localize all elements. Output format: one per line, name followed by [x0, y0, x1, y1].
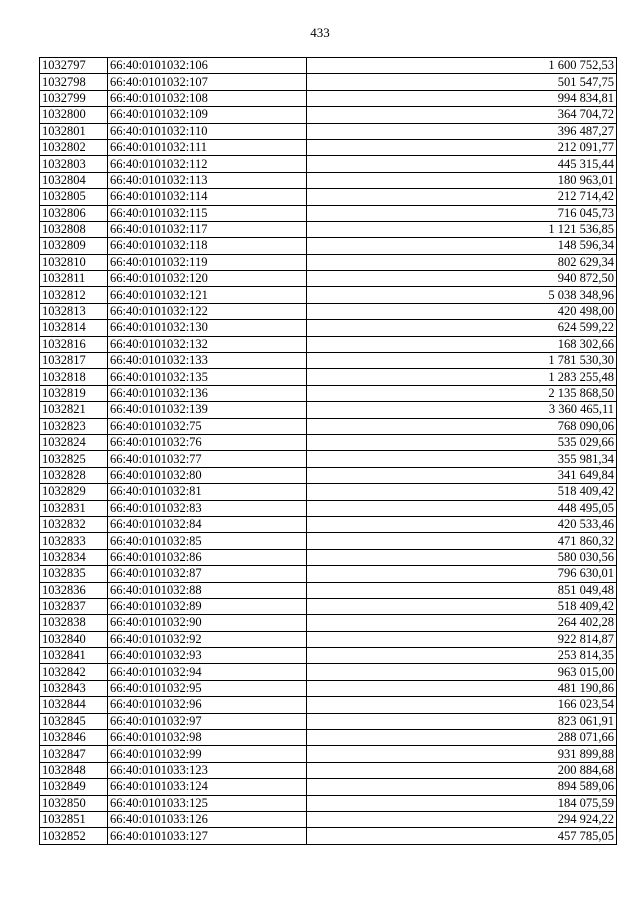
cadastral-number-cell: 66:40:0101032:77: [108, 451, 307, 467]
cadastral-number-cell: 66:40:0101032:119: [108, 254, 307, 270]
table-row: [40, 369, 617, 385]
table-row: [40, 123, 617, 139]
cadastral-value-cell: 168 302,66: [307, 336, 617, 352]
cadastral-value-cell: 796 630,01: [307, 566, 617, 582]
table-row: [40, 484, 617, 500]
cadastral-number-cell: 66:40:0101032:112: [108, 156, 307, 172]
table-row: [40, 582, 617, 598]
cadastral-value-cell: 716 045,73: [307, 205, 617, 221]
cadastral-number-cell: 66:40:0101032:88: [108, 582, 307, 598]
table-row: [40, 385, 617, 401]
table-row: [40, 697, 617, 713]
registry-table-body: [40, 58, 617, 845]
cadastral-value-cell: 518 409,42: [307, 484, 617, 500]
table-row: [40, 418, 617, 434]
table-row: [40, 779, 617, 795]
table-row: [40, 762, 617, 778]
registry-table: [39, 57, 617, 845]
table-row: [40, 271, 617, 287]
table-row: [40, 402, 617, 418]
cadastral-number-cell: 66:40:0101032:94: [108, 664, 307, 680]
cadastral-value-cell: 851 049,48: [307, 582, 617, 598]
cadastral-number-cell: 66:40:0101032:93: [108, 648, 307, 664]
cadastral-value-cell: 1 121 536,85: [307, 221, 617, 237]
cadastral-number-cell: 66:40:0101032:110: [108, 123, 307, 139]
cadastral-number-cell: 66:40:0101032:99: [108, 746, 307, 762]
table-row: [40, 320, 617, 336]
cadastral-number-cell: 66:40:0101032:107: [108, 74, 307, 90]
cadastral-value-cell: 481 190,86: [307, 680, 617, 696]
cadastral-value-cell: 768 090,06: [307, 418, 617, 434]
record-number-cell: 1032808: [40, 221, 108, 237]
record-number-cell: 1032837: [40, 598, 108, 614]
table-row: [40, 467, 617, 483]
cadastral-number-cell: 66:40:0101032:115: [108, 205, 307, 221]
table-row: [40, 336, 617, 352]
record-number-cell: 1032844: [40, 697, 108, 713]
cadastral-value-cell: 184 075,59: [307, 795, 617, 811]
table-row: [40, 648, 617, 664]
record-number-cell: 1032805: [40, 189, 108, 205]
table-row: [40, 500, 617, 516]
cadastral-value-cell: 264 402,28: [307, 615, 617, 631]
table-row: [40, 451, 617, 467]
table-row: [40, 615, 617, 631]
table-row: [40, 303, 617, 319]
record-number-cell: 1032799: [40, 90, 108, 106]
record-number-cell: 1032818: [40, 369, 108, 385]
table-row: [40, 205, 617, 221]
cadastral-value-cell: 940 872,50: [307, 271, 617, 287]
cadastral-value-cell: 212 714,42: [307, 189, 617, 205]
table-row: [40, 58, 617, 74]
cadastral-value-cell: 802 629,34: [307, 254, 617, 270]
record-number-cell: 1032846: [40, 730, 108, 746]
cadastral-value-cell: 963 015,00: [307, 664, 617, 680]
cadastral-value-cell: 624 599,22: [307, 320, 617, 336]
cadastral-value-cell: 1 283 255,48: [307, 369, 617, 385]
table-row: [40, 713, 617, 729]
table-row: [40, 664, 617, 680]
record-number-cell: 1032840: [40, 631, 108, 647]
record-number-cell: 1032835: [40, 566, 108, 582]
table-row: [40, 189, 617, 205]
table-row: [40, 746, 617, 762]
cadastral-value-cell: 341 649,84: [307, 467, 617, 483]
cadastral-value-cell: 420 498,00: [307, 303, 617, 319]
cadastral-number-cell: 66:40:0101032:97: [108, 713, 307, 729]
table-row: [40, 549, 617, 565]
cadastral-number-cell: 66:40:0101032:86: [108, 549, 307, 565]
cadastral-value-cell: 445 315,44: [307, 156, 617, 172]
record-number-cell: 1032829: [40, 484, 108, 500]
cadastral-number-cell: 66:40:0101032:111: [108, 139, 307, 155]
record-number-cell: 1032809: [40, 238, 108, 254]
record-number-cell: 1032831: [40, 500, 108, 516]
record-number-cell: 1032841: [40, 648, 108, 664]
table-row: [40, 680, 617, 696]
record-number-cell: 1032816: [40, 336, 108, 352]
record-number-cell: 1032832: [40, 516, 108, 532]
table-row: [40, 795, 617, 811]
record-number-cell: 1032806: [40, 205, 108, 221]
record-number-cell: 1032850: [40, 795, 108, 811]
cadastral-value-cell: 2 135 868,50: [307, 385, 617, 401]
cadastral-value-cell: 1 781 530,30: [307, 353, 617, 369]
cadastral-value-cell: 364 704,72: [307, 107, 617, 123]
cadastral-number-cell: 66:40:0101032:113: [108, 172, 307, 188]
table-row: [40, 221, 617, 237]
cadastral-number-cell: 66:40:0101032:89: [108, 598, 307, 614]
record-number-cell: 1032817: [40, 353, 108, 369]
record-number-cell: 1032812: [40, 287, 108, 303]
cadastral-number-cell: 66:40:0101032:114: [108, 189, 307, 205]
cadastral-number-cell: 66:40:0101032:117: [108, 221, 307, 237]
cadastral-number-cell: 66:40:0101032:80: [108, 467, 307, 483]
record-number-cell: 1032824: [40, 434, 108, 450]
record-number-cell: 1032833: [40, 533, 108, 549]
cadastral-number-cell: 66:40:0101033:126: [108, 811, 307, 827]
record-number-cell: 1032838: [40, 615, 108, 631]
cadastral-value-cell: 180 963,01: [307, 172, 617, 188]
record-number-cell: 1032849: [40, 779, 108, 795]
cadastral-number-cell: 66:40:0101032:106: [108, 58, 307, 74]
record-number-cell: 1032843: [40, 680, 108, 696]
cadastral-value-cell: 823 061,91: [307, 713, 617, 729]
cadastral-number-cell: 66:40:0101032:90: [108, 615, 307, 631]
cadastral-value-cell: 355 981,34: [307, 451, 617, 467]
record-number-cell: 1032821: [40, 402, 108, 418]
cadastral-number-cell: 66:40:0101032:122: [108, 303, 307, 319]
cadastral-value-cell: 457 785,05: [307, 828, 617, 844]
cadastral-number-cell: 66:40:0101032:83: [108, 500, 307, 516]
table-row: [40, 631, 617, 647]
cadastral-number-cell: 66:40:0101032:130: [108, 320, 307, 336]
cadastral-value-cell: 518 409,42: [307, 598, 617, 614]
table-row: [40, 156, 617, 172]
record-number-cell: 1032801: [40, 123, 108, 139]
record-number-cell: 1032848: [40, 762, 108, 778]
table-row: [40, 353, 617, 369]
cadastral-number-cell: 66:40:0101032:95: [108, 680, 307, 696]
cadastral-number-cell: 66:40:0101032:92: [108, 631, 307, 647]
cadastral-value-cell: 288 071,66: [307, 730, 617, 746]
cadastral-number-cell: 66:40:0101032:135: [108, 369, 307, 385]
cadastral-value-cell: 200 884,68: [307, 762, 617, 778]
record-number-cell: 1032819: [40, 385, 108, 401]
cadastral-value-cell: 5 038 348,96: [307, 287, 617, 303]
table-row: [40, 74, 617, 90]
record-number-cell: 1032836: [40, 582, 108, 598]
cadastral-number-cell: 66:40:0101032:96: [108, 697, 307, 713]
record-number-cell: 1032845: [40, 713, 108, 729]
cadastral-number-cell: 66:40:0101033:124: [108, 779, 307, 795]
record-number-cell: 1032800: [40, 107, 108, 123]
table-row: [40, 828, 617, 844]
record-number-cell: 1032851: [40, 811, 108, 827]
table-row: [40, 434, 617, 450]
record-number-cell: 1032814: [40, 320, 108, 336]
table-row: [40, 90, 617, 106]
record-number-cell: 1032813: [40, 303, 108, 319]
cadastral-number-cell: 66:40:0101032:75: [108, 418, 307, 434]
cadastral-number-cell: 66:40:0101032:136: [108, 385, 307, 401]
cadastral-number-cell: 66:40:0101032:118: [108, 238, 307, 254]
cadastral-number-cell: 66:40:0101032:84: [108, 516, 307, 532]
record-number-cell: 1032798: [40, 74, 108, 90]
table-row: [40, 533, 617, 549]
record-number-cell: 1032852: [40, 828, 108, 844]
cadastral-value-cell: 535 029,66: [307, 434, 617, 450]
cadastral-value-cell: 212 091,77: [307, 139, 617, 155]
record-number-cell: 1032802: [40, 139, 108, 155]
table-row: [40, 172, 617, 188]
record-number-cell: 1032825: [40, 451, 108, 467]
cadastral-value-cell: 3 360 465,11: [307, 402, 617, 418]
table-row: [40, 811, 617, 827]
table-row: [40, 139, 617, 155]
table-row: [40, 566, 617, 582]
table-row: [40, 287, 617, 303]
cadastral-value-cell: 448 495,05: [307, 500, 617, 516]
cadastral-number-cell: 66:40:0101032:76: [108, 434, 307, 450]
cadastral-value-cell: 1 600 752,53: [307, 58, 617, 74]
table-row: [40, 107, 617, 123]
cadastral-value-cell: 931 899,88: [307, 746, 617, 762]
record-number-cell: 1032797: [40, 58, 108, 74]
cadastral-number-cell: 66:40:0101032:139: [108, 402, 307, 418]
cadastral-value-cell: 294 924,22: [307, 811, 617, 827]
table-row: [40, 598, 617, 614]
cadastral-number-cell: 66:40:0101032:132: [108, 336, 307, 352]
cadastral-value-cell: 253 814,35: [307, 648, 617, 664]
record-number-cell: 1032828: [40, 467, 108, 483]
cadastral-value-cell: 580 030,56: [307, 549, 617, 565]
record-number-cell: 1032823: [40, 418, 108, 434]
cadastral-number-cell: 66:40:0101033:123: [108, 762, 307, 778]
cadastral-number-cell: 66:40:0101032:81: [108, 484, 307, 500]
cadastral-number-cell: 66:40:0101032:87: [108, 566, 307, 582]
cadastral-number-cell: 66:40:0101033:125: [108, 795, 307, 811]
cadastral-value-cell: 922 814,87: [307, 631, 617, 647]
cadastral-number-cell: 66:40:0101032:121: [108, 287, 307, 303]
cadastral-value-cell: 396 487,27: [307, 123, 617, 139]
cadastral-number-cell: 66:40:0101032:108: [108, 90, 307, 106]
record-number-cell: 1032842: [40, 664, 108, 680]
record-number-cell: 1032803: [40, 156, 108, 172]
cadastral-value-cell: 894 589,06: [307, 779, 617, 795]
cadastral-number-cell: 66:40:0101032:120: [108, 271, 307, 287]
cadastral-value-cell: 994 834,81: [307, 90, 617, 106]
record-number-cell: 1032804: [40, 172, 108, 188]
cadastral-value-cell: 420 533,46: [307, 516, 617, 532]
page-number: 433: [310, 25, 330, 40]
table-row: [40, 516, 617, 532]
record-number-cell: 1032810: [40, 254, 108, 270]
record-number-cell: 1032811: [40, 271, 108, 287]
cadastral-number-cell: 66:40:0101032:98: [108, 730, 307, 746]
table-row: [40, 254, 617, 270]
cadastral-value-cell: 148 596,34: [307, 238, 617, 254]
cadastral-value-cell: 471 860,32: [307, 533, 617, 549]
table-row: [40, 238, 617, 254]
cadastral-number-cell: 66:40:0101032:85: [108, 533, 307, 549]
cadastral-number-cell: 66:40:0101032:109: [108, 107, 307, 123]
table-row: [40, 730, 617, 746]
cadastral-value-cell: 501 547,75: [307, 74, 617, 90]
record-number-cell: 1032847: [40, 746, 108, 762]
cadastral-value-cell: 166 023,54: [307, 697, 617, 713]
cadastral-number-cell: 66:40:0101033:127: [108, 828, 307, 844]
record-number-cell: 1032834: [40, 549, 108, 565]
cadastral-number-cell: 66:40:0101032:133: [108, 353, 307, 369]
